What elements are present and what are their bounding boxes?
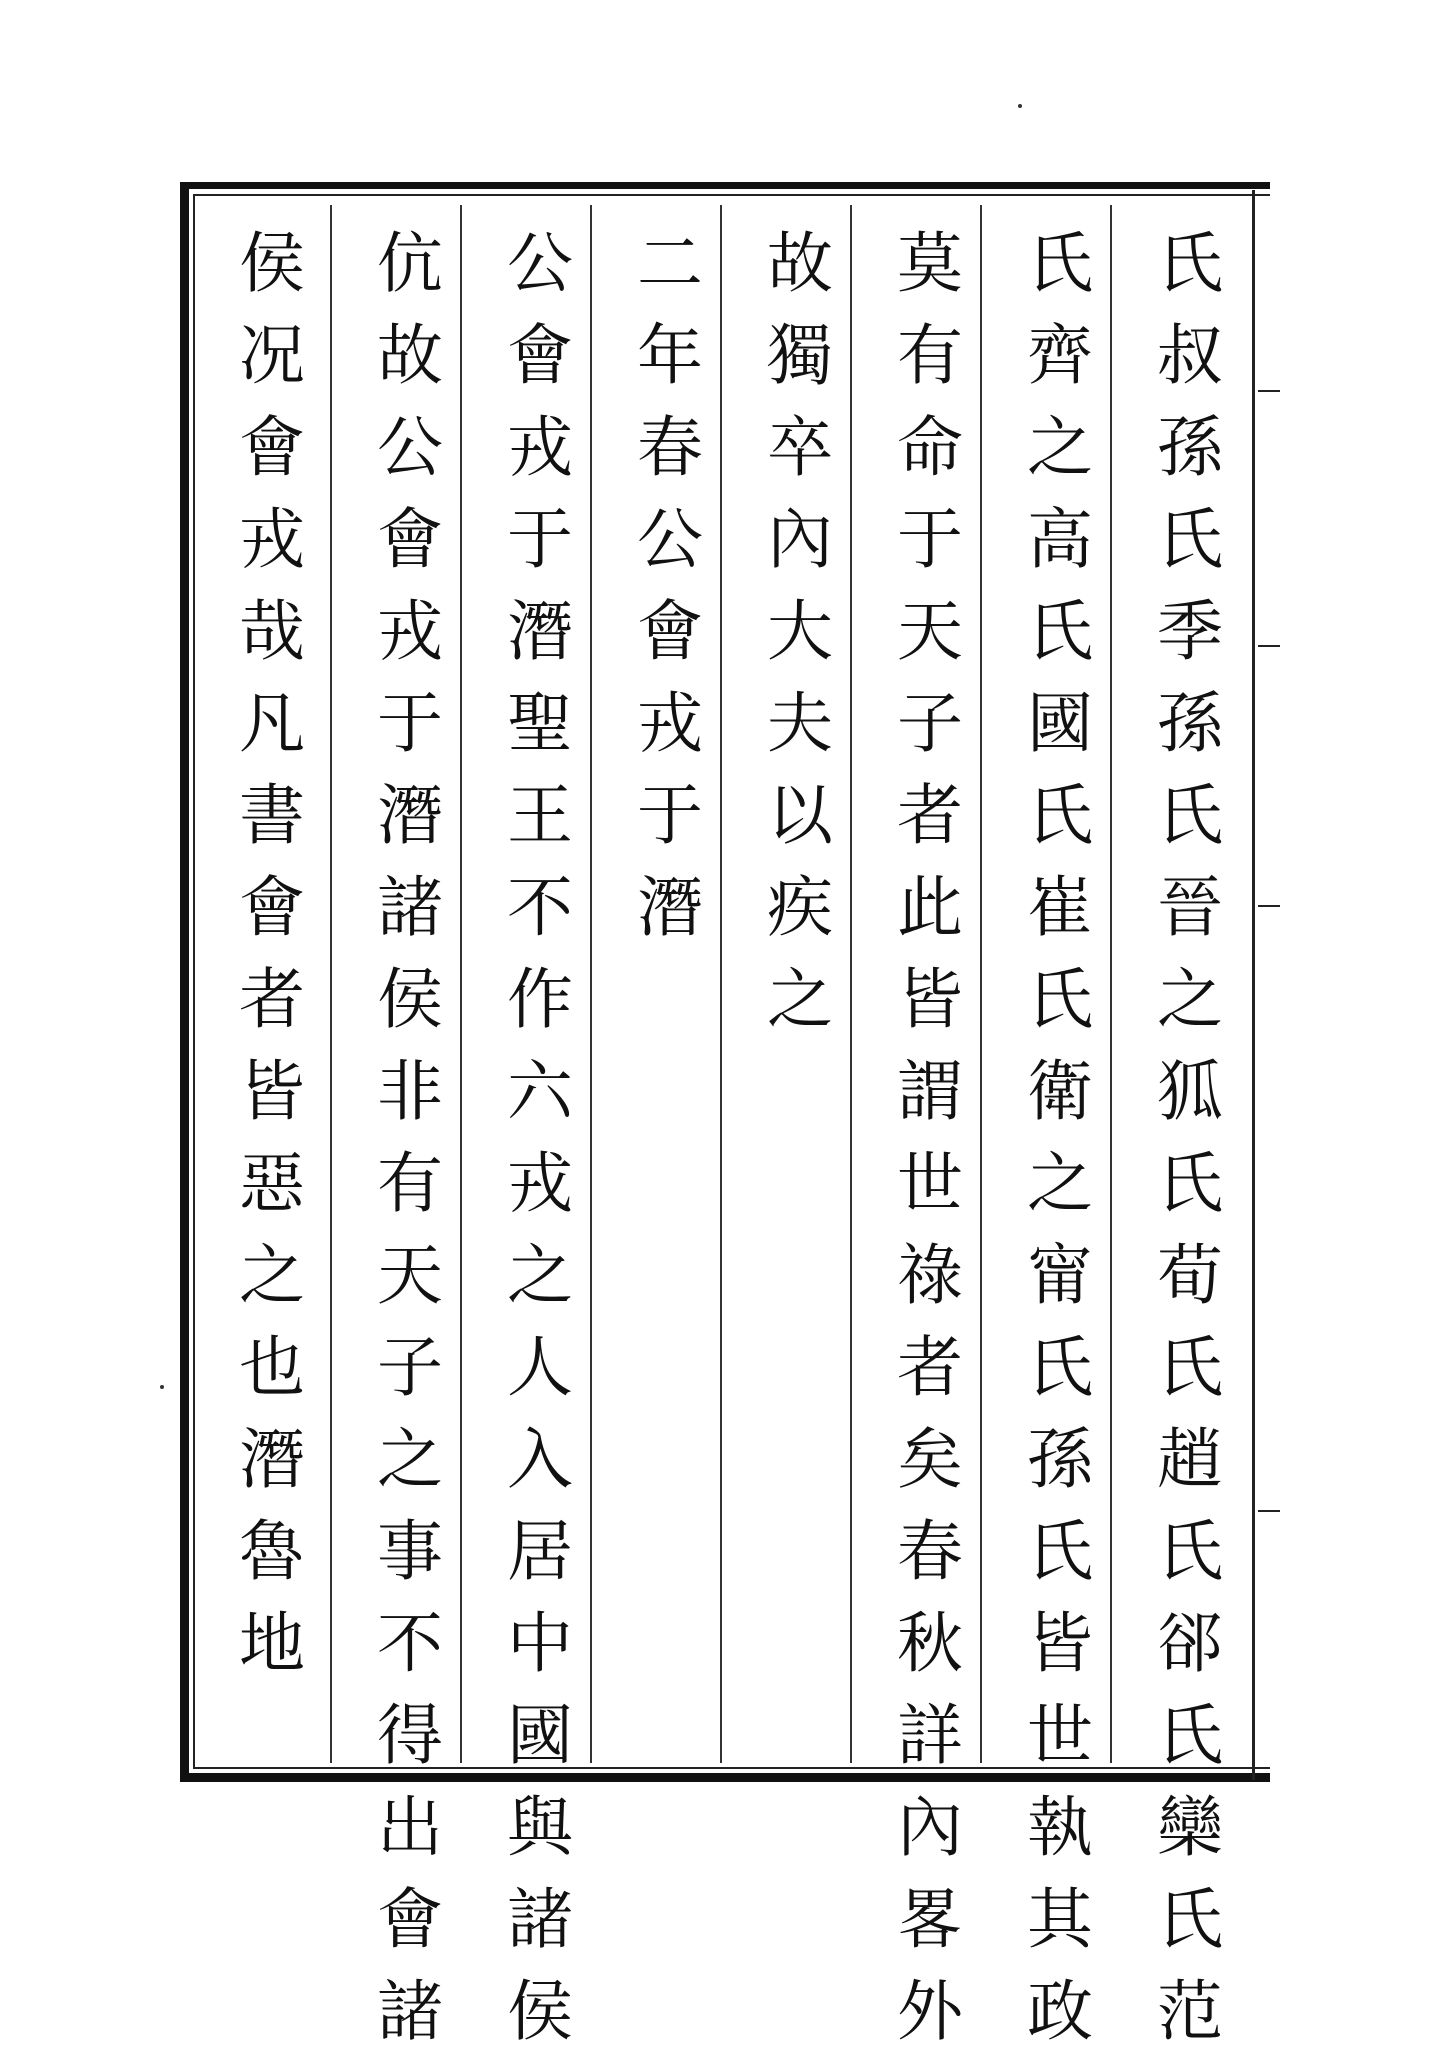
column-character: 會 xyxy=(377,501,443,578)
column-rule xyxy=(850,205,852,1763)
column-character: 氏 xyxy=(1027,961,1093,1038)
column-character: 之 xyxy=(1027,1145,1093,1222)
column-character: 會 xyxy=(507,317,573,394)
column-character: 之 xyxy=(377,1421,443,1498)
column-character: 非 xyxy=(377,1053,443,1130)
column-character: 戎 xyxy=(239,501,305,578)
column-character: 于 xyxy=(507,501,573,578)
text-column-6 xyxy=(490,218,590,2058)
column-character: 孫 xyxy=(1027,1421,1093,1498)
column-character: 氏 xyxy=(1027,777,1093,854)
column-rule xyxy=(460,205,462,1763)
column-rule xyxy=(720,205,722,1763)
column-character: 季 xyxy=(1157,593,1223,670)
text-column-8 xyxy=(222,218,322,1690)
column-rule xyxy=(980,205,982,1763)
column-character: 此 xyxy=(897,869,963,946)
column-character: 事 xyxy=(377,1513,443,1590)
column-character: 凡 xyxy=(239,685,305,762)
column-character: 入 xyxy=(507,1421,573,1498)
column-character: 孫 xyxy=(1157,409,1223,486)
column-character: 戎 xyxy=(507,409,573,486)
column-character: 潛 xyxy=(637,869,703,946)
ink-speck xyxy=(160,1385,164,1389)
column-character: 謂 xyxy=(897,1053,963,1130)
column-character: 孫 xyxy=(1157,685,1223,762)
column-character: 郤 xyxy=(1157,1605,1223,1682)
column-character: 之 xyxy=(507,1237,573,1314)
column-character: 執 xyxy=(1027,1789,1093,1866)
column-character: 之 xyxy=(1157,961,1223,1038)
column-character: 潛 xyxy=(377,777,443,854)
column-character: 不 xyxy=(507,869,573,946)
column-character: 春 xyxy=(637,409,703,486)
column-character: 之 xyxy=(767,961,833,1038)
column-character: 夫 xyxy=(767,685,833,762)
column-character: 公 xyxy=(507,225,573,302)
column-character: 人 xyxy=(507,1329,573,1406)
column-character: 會 xyxy=(377,1881,443,1958)
column-character: 晉 xyxy=(1157,869,1223,946)
column-character: 政 xyxy=(1027,1973,1093,2050)
column-character: 莫 xyxy=(897,225,963,302)
column-character: 公 xyxy=(377,409,443,486)
column-character: 疾 xyxy=(767,869,833,946)
column-character: 諸 xyxy=(377,869,443,946)
column-character: 大 xyxy=(767,593,833,670)
column-character: 祿 xyxy=(897,1237,963,1314)
column-character: 氏 xyxy=(1157,1697,1223,1774)
column-character: 于 xyxy=(637,777,703,854)
column-character: 齊 xyxy=(1027,317,1093,394)
adjacent-page-rule xyxy=(1252,190,1255,1780)
adjacent-page-edge xyxy=(1250,190,1280,1780)
adjacent-page-mark xyxy=(1258,905,1280,907)
text-column-1 xyxy=(1140,218,1240,2058)
column-character: 以 xyxy=(767,777,833,854)
column-character: 戎 xyxy=(637,685,703,762)
column-rule xyxy=(590,205,592,1763)
column-character: 潛 xyxy=(507,593,573,670)
column-character: 狐 xyxy=(1157,1053,1223,1130)
column-character: 戎 xyxy=(507,1145,573,1222)
column-character: 故 xyxy=(767,225,833,302)
column-character: 不 xyxy=(377,1605,443,1682)
column-character: 故 xyxy=(377,317,443,394)
column-character: 書 xyxy=(239,777,305,854)
text-column-4 xyxy=(750,218,850,1046)
column-character: 世 xyxy=(1027,1697,1093,1774)
column-character: 會 xyxy=(637,593,703,670)
column-character: 天 xyxy=(897,593,963,670)
column-character: 世 xyxy=(897,1145,963,1222)
column-character: 魯 xyxy=(239,1513,305,1590)
column-character: 得 xyxy=(377,1697,443,1774)
column-character: 哉 xyxy=(239,593,305,670)
column-character: 者 xyxy=(897,777,963,854)
column-character: 衛 xyxy=(1027,1053,1093,1130)
ink-speck xyxy=(1018,104,1022,108)
column-character: 高 xyxy=(1027,501,1093,578)
column-character: 秋 xyxy=(897,1605,963,1682)
column-character: 趙 xyxy=(1157,1421,1223,1498)
column-character: 諸 xyxy=(377,1973,443,2050)
adjacent-page-mark xyxy=(1258,1510,1280,1512)
text-column-7 xyxy=(360,218,460,2058)
column-character: 之 xyxy=(239,1237,305,1314)
column-character: 潛 xyxy=(239,1421,305,1498)
column-character: 矣 xyxy=(897,1421,963,1498)
adjacent-page-mark xyxy=(1258,390,1280,392)
column-character: 侯 xyxy=(377,961,443,1038)
column-character: 崔 xyxy=(1027,869,1093,946)
column-character: 國 xyxy=(507,1697,573,1774)
column-character: 六 xyxy=(507,1053,573,1130)
column-character: 會 xyxy=(239,409,305,486)
column-character: 子 xyxy=(377,1329,443,1406)
column-character: 子 xyxy=(897,685,963,762)
column-character: 戎 xyxy=(377,593,443,670)
column-character: 氏 xyxy=(1157,1881,1223,1958)
column-character: 皆 xyxy=(1027,1605,1093,1682)
column-character: 公 xyxy=(637,501,703,578)
column-character: 王 xyxy=(507,777,573,854)
column-character: 天 xyxy=(377,1237,443,1314)
column-character: 內 xyxy=(897,1789,963,1866)
column-character: 侯 xyxy=(239,225,305,302)
column-character: 有 xyxy=(377,1145,443,1222)
column-character: 與 xyxy=(507,1789,573,1866)
column-character: 獨 xyxy=(767,317,833,394)
column-character: 于 xyxy=(377,685,443,762)
column-rule xyxy=(330,205,332,1763)
column-character: 有 xyxy=(897,317,963,394)
column-character: 氏 xyxy=(1157,1145,1223,1222)
column-character: 甯 xyxy=(1027,1237,1093,1314)
column-character: 其 xyxy=(1027,1881,1093,1958)
column-character: 內 xyxy=(767,501,833,578)
text-column-5 xyxy=(620,218,720,954)
column-character: 也 xyxy=(239,1329,305,1406)
column-character: 居 xyxy=(507,1513,573,1590)
column-character: 氏 xyxy=(1157,225,1223,302)
column-character: 之 xyxy=(1027,409,1093,486)
column-character: 外 xyxy=(897,1973,963,2050)
column-character: 范 xyxy=(1157,1973,1223,2050)
column-character: 伉 xyxy=(377,225,443,302)
column-character: 欒 xyxy=(1157,1789,1223,1866)
column-character: 命 xyxy=(897,409,963,486)
column-character: 地 xyxy=(239,1605,305,1682)
column-character: 氏 xyxy=(1027,593,1093,670)
column-character: 氏 xyxy=(1027,1329,1093,1406)
column-character: 出 xyxy=(377,1789,443,1866)
text-column-2 xyxy=(1010,218,1110,2058)
column-character: 春 xyxy=(897,1513,963,1590)
column-character: 况 xyxy=(239,317,305,394)
adjacent-page-mark xyxy=(1258,645,1280,647)
column-character: 氏 xyxy=(1157,1329,1223,1406)
column-character: 氏 xyxy=(1027,225,1093,302)
column-character: 聖 xyxy=(507,685,573,762)
column-character: 侯 xyxy=(507,1973,573,2050)
column-character: 國 xyxy=(1027,685,1093,762)
column-character: 諸 xyxy=(507,1881,573,1958)
column-character: 詳 xyxy=(897,1697,963,1774)
column-character: 中 xyxy=(507,1605,573,1682)
column-character: 氏 xyxy=(1157,501,1223,578)
text-column-3 xyxy=(880,218,980,2058)
column-character: 會 xyxy=(239,869,305,946)
column-character: 者 xyxy=(897,1329,963,1406)
column-character: 惡 xyxy=(239,1145,305,1222)
column-character: 者 xyxy=(239,961,305,1038)
column-character: 荀 xyxy=(1157,1237,1223,1314)
column-character: 皆 xyxy=(239,1053,305,1130)
column-character: 于 xyxy=(897,501,963,578)
column-character: 年 xyxy=(637,317,703,394)
column-character: 叔 xyxy=(1157,317,1223,394)
column-character: 畧 xyxy=(897,1881,963,1958)
column-character: 氏 xyxy=(1027,1513,1093,1590)
column-character: 氏 xyxy=(1157,1513,1223,1590)
column-character: 皆 xyxy=(897,961,963,1038)
column-character: 氏 xyxy=(1157,777,1223,854)
column-character: 作 xyxy=(507,961,573,1038)
column-character: 二 xyxy=(637,225,703,302)
column-character: 卒 xyxy=(767,409,833,486)
column-rule xyxy=(1110,205,1112,1763)
